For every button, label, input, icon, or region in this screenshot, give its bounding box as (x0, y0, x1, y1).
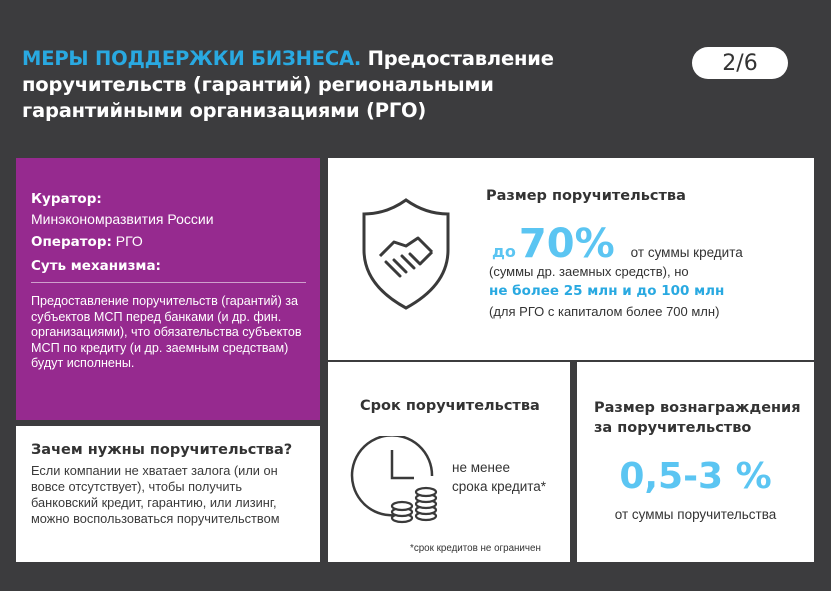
fee-value: 0,5-3 % (619, 456, 772, 497)
title-text: Предоставление поручительств (гарантий) региональными гарантийными организациями (РГО) (22, 47, 554, 122)
why-panel (16, 426, 320, 562)
size-main-line (492, 222, 743, 266)
size-of-credit: от суммы кредита (630, 245, 743, 260)
curator-label: Куратор: (31, 191, 102, 207)
size-heading: Размер поручительства (486, 188, 686, 204)
title-accent: МЕРЫ ПОДДЕРЖКИ БИЗНЕСА. (22, 47, 362, 70)
fee-panel (577, 362, 814, 562)
term-value-line1: не менее (452, 460, 510, 475)
operator-value: РГО (111, 233, 143, 249)
fee-heading: Размер вознаграждения за поручительство (594, 400, 801, 436)
term-footnote: *срок кредитов не ограничен (410, 543, 541, 554)
page-counter: 2/6 (692, 47, 788, 79)
term-value-line2: срока кредита* (452, 479, 547, 494)
size-prefix: до (492, 242, 516, 261)
why-text: Если компании не хватает залога (или он вовсе отсутствует), чтобы получить банковский кредит, гарантию, или лизинг, можно воспользоваться поручительством (31, 463, 280, 526)
why-heading: Зачем нужны поручительства? (31, 442, 293, 458)
page-title (22, 46, 642, 124)
term-heading: Срок поручительства (360, 398, 540, 414)
term-panel (328, 362, 570, 562)
guarantee-size-panel (328, 158, 814, 360)
term-value (452, 458, 546, 496)
mechanism-label: Суть механизма: (31, 258, 161, 274)
mechanism-text: Предоставление поручительств (гарантий) за субъектов МСП перед банками (и др. фин. организациями), что обязательства субъектов МСП по кредиту (и др. заемным средствам) будут исполнены. (31, 282, 306, 372)
coins-icon (392, 488, 436, 522)
curator-value: Минэкономразвития России (31, 211, 214, 227)
size-limits: не более 25 млн и до 100 млн (489, 283, 725, 299)
size-line2: (суммы др. заемных средств), но (489, 264, 689, 279)
curator-panel (16, 158, 320, 420)
size-percent: 70% (518, 221, 615, 267)
size-line4: (для РГО с капиталом более 700 млн) (489, 304, 720, 319)
clock-icon (348, 436, 458, 526)
shield-handshake-icon (356, 194, 456, 314)
fee-sub: от суммы поручительства (614, 507, 777, 522)
operator-label: Оператор: (31, 234, 112, 250)
